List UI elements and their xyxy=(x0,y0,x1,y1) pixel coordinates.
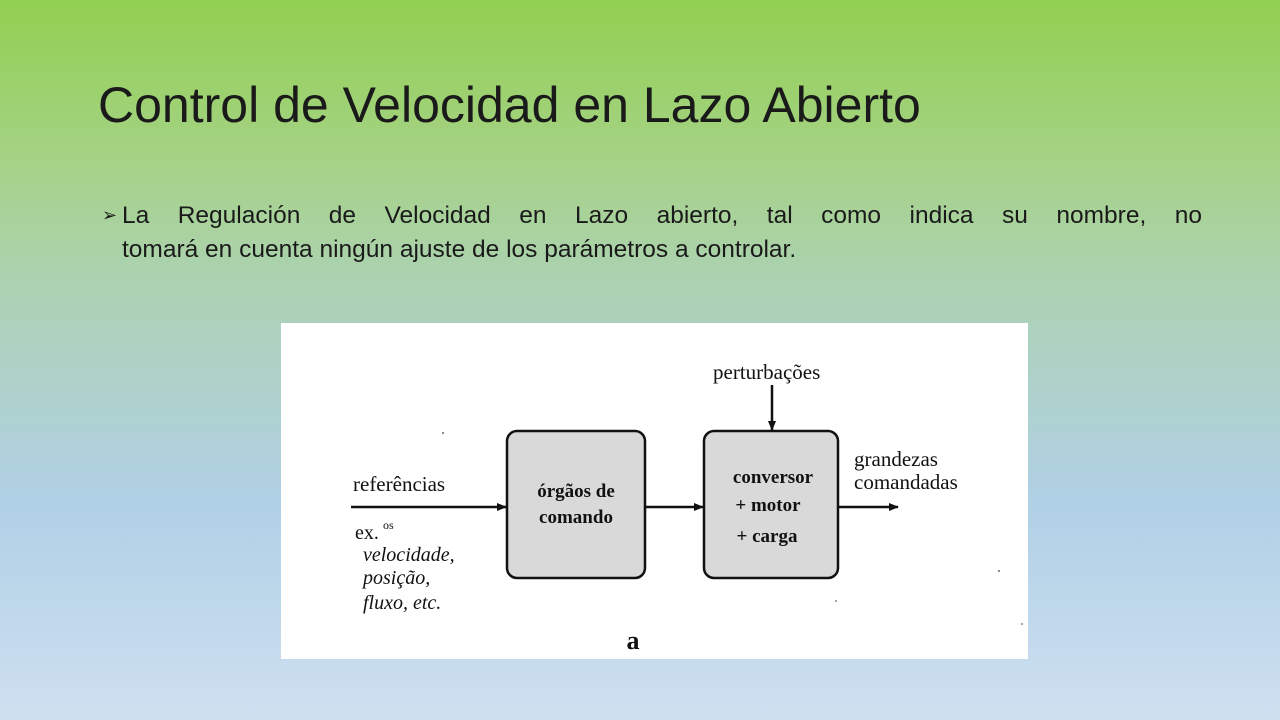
bullet-line-1 xyxy=(102,198,1202,233)
arrow-bullet-icon: ➢ xyxy=(102,205,118,225)
block2-line-2: + motor xyxy=(735,495,801,516)
scan-speck xyxy=(998,570,1000,572)
scan-speck xyxy=(1021,623,1023,625)
bullet-paragraph xyxy=(102,198,1202,267)
bullet-text-2: tomará en cuenta ningún ajuste de los parámetros a controlar. xyxy=(122,236,797,263)
bullet-text-1: La Regulación de Velocidad en Lazo abierto, tal como indica su nombre, no xyxy=(122,202,1202,229)
scan-speck xyxy=(442,432,444,434)
block1-line-2: comando xyxy=(539,507,613,528)
block-diagram xyxy=(281,323,1028,659)
block2-line-3: + carga xyxy=(736,526,798,547)
scan-speck xyxy=(835,600,837,602)
block-diagram-figure xyxy=(281,323,1028,659)
slide-title: Control de Velocidad en Lazo Abierto xyxy=(98,77,921,133)
output-label-line-2: comandadas xyxy=(854,470,958,494)
block2-line-1: conversor xyxy=(732,467,814,488)
input-label: referências xyxy=(353,472,446,496)
figure-label: a xyxy=(626,626,640,655)
block1-line-1: órgãos de xyxy=(537,481,615,502)
example-item-1: velocidade, xyxy=(363,544,455,566)
block-orgaos-de-comando xyxy=(507,431,645,578)
output-label-line-1: grandezas xyxy=(854,447,938,471)
example-item-3: fluxo, etc. xyxy=(363,592,442,614)
examples-prefix: ex. xyxy=(355,522,379,544)
example-item-2: posição, xyxy=(363,567,431,589)
examples-superscript: os xyxy=(383,518,394,532)
disturbance-label: perturbações xyxy=(713,360,821,384)
